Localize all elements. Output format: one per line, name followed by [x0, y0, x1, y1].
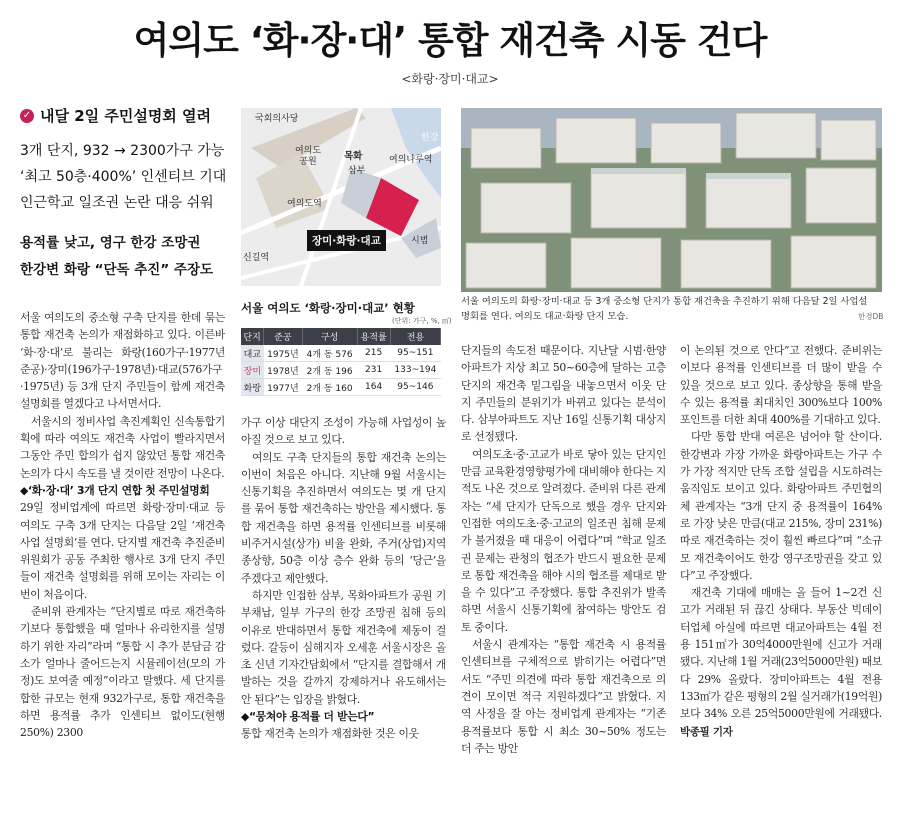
- table-header: 전용: [390, 328, 440, 345]
- section-heading: ◆“뭉쳐야 용적률 더 받는다”: [241, 710, 375, 724]
- table-header: 용적률: [357, 328, 390, 345]
- table-row: [241, 379, 441, 396]
- table-unit: (단위: 가구, %, ㎡): [392, 317, 452, 325]
- table-row: [241, 362, 441, 379]
- table-header: 구성: [302, 328, 357, 345]
- article-column-3: [461, 342, 666, 757]
- status-table: [241, 328, 441, 396]
- headline: 여의도 ‘화·장·대’ 통합 재건축 시동 건다: [133, 19, 767, 62]
- table-header-row: [241, 328, 441, 345]
- map-label: 한강: [421, 133, 439, 143]
- subheading-line: ‘최고 50층·400%’ 인센티브 기대: [20, 169, 227, 185]
- aerial-photo: [461, 108, 882, 292]
- photo-credit: 한경DB: [858, 312, 884, 321]
- table-header: 단지: [241, 328, 264, 345]
- map-label: 시범: [411, 236, 429, 246]
- map-label: 여의도 공원: [294, 146, 322, 167]
- table-header: 준공: [264, 328, 302, 345]
- table-cell: 장미: [241, 362, 264, 379]
- location-map: [241, 108, 441, 286]
- table-cell: 164: [357, 379, 390, 396]
- paragraph: 준비위 관계자는 “단지별로 따로 재건축하기보다 통합했을 때 얼마나 유리한지를 설명하기 위한 자리”라며 “통합 시 추가 분담금 감소가 얼마나 줄어드는지 시뮬레이션(모의 가정)도 보여줄 예정”이라고 말했다. 세 단지를 합한 규모는 현재 932가구로, 통합 재건축을 하면 용적률 추가 인센티브 없이도(현행 250%) 2300: [20, 605, 225, 740]
- map-label: 여의나루역: [389, 155, 433, 165]
- paragraph: 서울시의 정비사업 촉진계획인 신속통합기획에 따라 여의도 재건축 사업이 빨라지면서 그동안 주민 합의가 쉽지 않았던 통합 재건축 논의가 다시 속도를 낼 것이란 전망이 나온다.: [20, 414, 225, 480]
- paragraph: 단지들의 속도전 때문이다. 지난달 시범·한양아파트가 지상 최고 50~60층에 달하는 고층 단지의 재건축 밑그림을 내놓으면서 이웃 단지 주민들의 분위기가 바뀌고 있다는 분석이다. 삼부아파트도 지난 16일 신통기획 대상지로 선정됐다.: [461, 344, 666, 444]
- check-icon: ✓: [20, 109, 34, 123]
- article-column-2: [241, 414, 446, 743]
- section-heading: ◆‘화·장·대’ 3개 단지 연합 첫 주민설명회: [20, 483, 210, 497]
- table-cell: 화랑: [241, 379, 264, 396]
- map-label: 삼부: [348, 166, 366, 176]
- map-label: 신길역: [243, 253, 270, 263]
- paragraph: 여의도 구축 단지들의 통합 재건축 논의는 이번이 처음은 아니다. 지난해 9월 서울시는 신통기획을 추진하면서 여의도는 몇 개 단지를 묶어 통합 재건축하는 방안을 제시했다. 통합 재건축을 하면 용적률 인센티브를 비롯해 비주거시설(상가) 비율 완화, 주거(상업)지역 종상향, 50층 이상 층수 완화 등의 ‘당근’을 주겠다고 제안했다.: [241, 450, 446, 585]
- paragraph: [680, 584, 882, 741]
- table-cell: 2개 동 160: [302, 379, 357, 396]
- table-title: 서울 여의도 ‘화랑·장미·대교’ 현황: [241, 301, 415, 315]
- byline: 박종필 기자: [680, 725, 733, 738]
- map-highlight-label: 장미·화랑·대교: [307, 230, 386, 251]
- subheading-1: [20, 138, 242, 216]
- subheading-2: [20, 230, 242, 284]
- subheading-line: 인근학교 일조권 논란 대응 쉬워: [20, 195, 214, 211]
- map-label: 국회의사당: [255, 114, 299, 124]
- paragraph: 다만 통합 반대 여론은 넘어야 할 산이다. 한강변과 가장 가까운 화랑아파트는 가구 수가 가장 적지만 단독 조합 설립을 시도하려는 움직임도 보이고 있다. 화랑아파트 주민협의체 관계자는 “3개 단지 중 용적률이 164%로 가장 낮은 만큼(대교 215%, 장미 231%) 따로 재건축하는 것이 훨씬 빠르다”며 “소규모 재건축이어도 한강 영구조망권을 갖고 있다”고 주장했다.: [680, 430, 882, 582]
- table-cell: 2개 동 196: [302, 362, 357, 379]
- table-cell: 215: [357, 345, 390, 362]
- paragraph: 가구 이상 대단지 조성이 가능해 사업성이 높아질 것으로 보고 있다.: [241, 416, 446, 447]
- paragraph: 서울시 관계자는 “통합 재건축 시 용적률 인센티브를 구체적으로 밝히기는 어렵다”면서도 “주민 의견에 따라 통합 재건축으로 의견이 모이면 적극 지원하겠다”고 밝혔다. 지역 사정을 잘 아는 정비업계 관계자는 “기존 용적률보다 통합 시 최소 30~50% 정도는 더 주는 방안: [461, 638, 666, 755]
- article-column-4: [680, 342, 882, 741]
- subheading-line: 한강변 화랑 “단독 추진” 주장도: [20, 262, 214, 278]
- table-cell: 231: [357, 362, 390, 379]
- table-cell: 133~194: [390, 362, 440, 379]
- subheading-line: 용적률 낮고, 영구 한강 조망권: [20, 235, 201, 251]
- table-cell: 1977년: [264, 379, 302, 396]
- table-cell: 4개 동 576: [302, 345, 357, 362]
- table-cell: 95~151: [390, 345, 440, 362]
- photo-caption: 서울 여의도의 화랑·장미·대교 등 3개 중소형 단지가 통합 재건축을 추진하기 위해 다음달 2일 사업설명회를 연다. 여의도 대교·화랑 단지 모습.: [461, 296, 868, 322]
- table-row: [241, 345, 441, 362]
- paragraph: 이 논의된 것으로 안다”고 전했다. 준비위는 이보다 용적률 인센티브를 더 많이 받을 수 있을 것으로 보고 있다. 종상향을 통해 받을 수 있는 용적률 최대치인 300%보다 100%포인트를 더한 최대 400%를 기대하고 있다.: [680, 344, 882, 427]
- apartment-photo-graphic: [461, 108, 882, 292]
- paragraph: 통합 재건축 논의가 재점화한 것은 이웃: [241, 727, 419, 741]
- map-label: 여의도역: [287, 199, 322, 209]
- table-cell: 1978년: [264, 362, 302, 379]
- paragraph: 서울 여의도의 중소형 구축 단지를 한데 묶는 통합 재건축 논의가 재점화하고 있다. 이른바 ‘화·장·대’로 불리는 화랑(160가구·1977년 준공)·장미(196가구·1978년)·대교(576가구·1975년) 등 3개 단지 주민들이 함께 재건축 설명회를 열겠다고 나서면서다.: [20, 311, 225, 411]
- kicker: [20, 105, 211, 126]
- subheading-line: 3개 단지, 932 → 2300가구 가능: [20, 143, 225, 159]
- paragraph: 하지만 인접한 삼부, 목화아파트가 공원 기부채납, 일부 가구의 한강 조망권 침해 등의 이유로 반대하면서 통합 재건축에 제동이 걸렸다. 갈등이 심해지자 오세훈 서울시장은 올초 신년 기자간담회에서 “단지를 결합해서 개발하는 것을 갈까지 강제하거나 유도해서는 안 된다”는 입장을 밝혔다.: [241, 588, 446, 706]
- map-graphic: [241, 108, 441, 286]
- kicker-text: 내달 2일 주민설명회 열려: [40, 107, 212, 125]
- paragraph: 여의도초·중·고교가 바로 닿아 있는 단지인 만큼 교육환경영향평가에 대비해야 한다는 지적도 나온 것으로 알려졌다. 준비위 다른 관계자는 “세 단지가 단독으로 했을 경우 단지와 인접한 여의도초·중·고교의 일조권 침해 문제가 불거졌을 때 대응이 어렵다”며 “학교 일조권 문제는 관청의 협조가 반드시 필요한 문제로 통합 재건축을 해야 시의 협조를 제대로 받을 수 있다”고 주장했다. 통합 추진위가 발족하면 서울시 신통기획에 참여하는 방안도 검토 중이다.: [461, 447, 666, 634]
- subhead: <화랑·장미·대교>: [401, 72, 499, 86]
- map-label: 목화: [344, 151, 363, 162]
- article-column-1: [20, 309, 225, 741]
- paragraph-text: 재건축 기대에 매매는 올 들어 1~2건 신고가 거래된 뒤 끊긴 상태다. 부동산 빅데이터업체 아실에 따르면 대교아파트는 4월 전용 151㎡가 30억4000만원에 신고가 거래됐다. 지난해 1월 거래(23억5000만원) 때보다 29% 올랐다. 장미아파트는 4월 전용 133㎡가 같은 평형의 2월 실거래가(19억원)보다 34% 오른 25억5000만원에 거래됐다.: [680, 586, 882, 721]
- paragraph: 29일 정비업계에 따르면 화랑·장미·대교 등 여의도 구축 3개 단지는 다음달 2일 ‘재건축 사업 설명회’를 연다. 단지별 재건축 추진준비위원회가 공동 주최한 행사로 3개 단지 주민들이 재건축 설명회를 위해 모이는 자리는 이번이 처음이다.: [20, 501, 225, 601]
- table-cell: 1975년: [264, 345, 302, 362]
- table-cell: 대교: [241, 345, 264, 362]
- table-cell: 95~146: [390, 379, 440, 396]
